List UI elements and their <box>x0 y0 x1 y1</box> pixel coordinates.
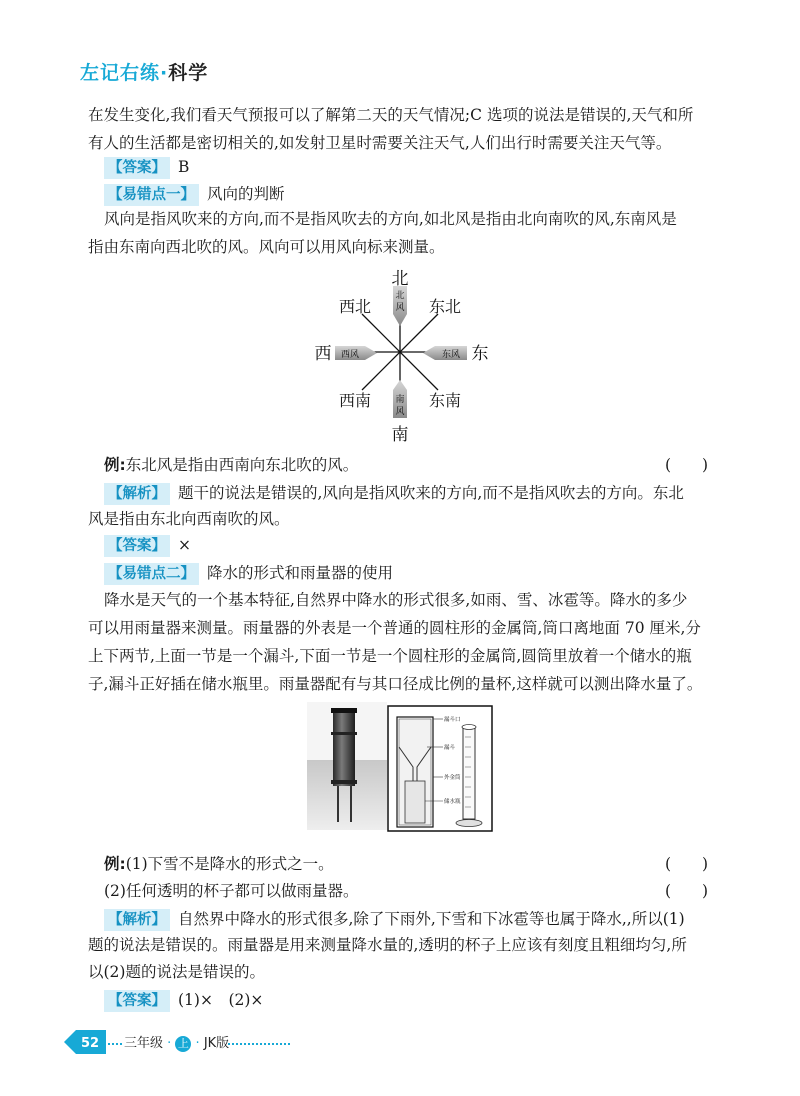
south-wind-arrow <box>393 380 407 418</box>
page-number-badge <box>64 1030 106 1054</box>
compass-south-label: 南 <box>391 425 409 445</box>
example-2-q1-text: (1)下雪不是降水的形式之一。 <box>125 855 334 873</box>
book-title-separator: · <box>160 62 169 84</box>
analysis-2-line-3: 以(2)题的说法是错误的。 <box>88 963 265 981</box>
gauge-label-bottle: 储水瓶 <box>444 799 461 805</box>
page-number: 52 <box>80 1036 100 1051</box>
error-point-2-title: 降水的形式和雨量器的使用 <box>207 564 394 582</box>
answer-3-tag: 【答案】 <box>104 990 170 1012</box>
point-2-text-1: 降水是天气的一个基本特征,自然界中降水的形式很多,如雨、雪、冰雹等。降水的多少 <box>104 591 688 609</box>
example-2-q1 <box>104 849 334 879</box>
compass-north-label: 北 <box>391 269 409 289</box>
rain-gauge-diagram <box>387 705 493 832</box>
analysis-1-text-1: 题干的说法是错误的,风向是指风吹来的方向,而不是指风吹去的方向。东北 <box>178 484 684 502</box>
compass-northeast-label: 东北 <box>428 297 462 316</box>
footer-grade-mid: 上 <box>175 1036 191 1052</box>
svg-text:南: 南 <box>395 395 405 405</box>
error-point-1-tag: 【易错点一】 <box>104 184 199 206</box>
book-title <box>80 58 208 85</box>
example-1-text: 东北风是指由西南向东北吹的风。 <box>125 456 359 474</box>
example-1-prefix: 例: <box>104 456 126 474</box>
answer-1 <box>104 152 189 182</box>
example-2-q2: (2)任何透明的杯子都可以做雨量器。 <box>104 882 359 900</box>
analysis-2-line-2: 题的说法是错误的。雨量器是用来测量降水量的,透明的杯子上应该有刻度且粗细均匀,所 <box>88 936 687 954</box>
point-2-text-4: 子,漏斗正好插在储水瓶里。雨量器配有与其口径成比例的量杯,这样就可以测出降水量了。 <box>88 675 703 693</box>
footer-grade: 三年级 · 上 · JK版 <box>124 1036 230 1051</box>
footer-divider-right <box>228 1043 290 1045</box>
north-wind-arrow <box>393 286 407 326</box>
example-1-paren: ( ) <box>665 456 709 474</box>
example-2-q1-paren: ( ) <box>665 855 709 873</box>
svg-text:风: 风 <box>395 407 405 417</box>
gauge-label-outer: 外金筒 <box>444 775 461 781</box>
compass-west-label: 西 <box>314 344 332 364</box>
compass-southwest-label: 西南 <box>338 391 372 410</box>
error-point-2-tag: 【易错点二】 <box>104 563 199 585</box>
svg-text:西风: 西风 <box>340 350 360 360</box>
answer-3-value: (1)× (2)× <box>178 991 264 1009</box>
analysis-1-line-2: 风是指由东北向西南吹的风。 <box>88 510 290 528</box>
footer-divider-left <box>96 1043 122 1045</box>
gauge-label-mouth: 漏斗口 <box>444 717 461 723</box>
intro-line-1: 在发生变化,我们看天气预报可以了解第二天的天气情况;C 选项的说法是错误的,天气和所 <box>88 106 694 124</box>
rain-gauge-photo <box>307 702 387 830</box>
compass-northwest-label: 西北 <box>338 297 372 316</box>
analysis-2-tag: 【解析】 <box>104 909 170 931</box>
error-point-2 <box>104 558 393 588</box>
north-wind-label-2: 风 <box>395 303 405 313</box>
error-point-1-title: 风向的判断 <box>207 185 285 203</box>
compass-southeast-label: 东南 <box>428 391 462 410</box>
svg-text:东风: 东风 <box>441 350 461 360</box>
wind-direction-diagram <box>305 262 505 447</box>
intro-line-2: 有人的生活都是密切相关的,如发射卫星时需要关注天气,人们出行时需要关注天气等。 <box>88 134 672 152</box>
point-2-text-2: 可以用雨量器来测量。雨量器的外表是一个普通的圆柱形的金属筒,筒口离地面 70 厘米,分 <box>88 619 701 637</box>
analysis-2-text-1: 自然界中降水的形式很多,除了下雨外,下雪和下冰雹等也属于降水,,所以(1) <box>178 910 685 928</box>
point-1-text-2: 指由东南向西北吹的风。风向可以用风向标来测量。 <box>88 238 445 256</box>
example-1 <box>104 450 358 480</box>
west-wind-arrow <box>335 346 377 360</box>
analysis-1-tag: 【解析】 <box>104 483 170 505</box>
book-title-subject: 科学 <box>168 62 209 84</box>
north-wind-label-1: 北 <box>395 291 405 301</box>
answer-3 <box>104 985 263 1015</box>
answer-2 <box>104 530 191 560</box>
book-title-main: 左记右练 <box>80 62 161 84</box>
footer-grade-pre: 三年级 <box>124 1036 164 1051</box>
answer-tag: 【答案】 <box>104 157 170 179</box>
point-2-text-3: 上下两节,上面一节是一个漏斗,下面一节是一个圆柱形的金属筒,圆筒里放着一个储水的瓶 <box>88 647 692 665</box>
answer-2-tag: 【答案】 <box>104 535 170 557</box>
answer-1-value: B <box>178 158 190 176</box>
east-wind-arrow <box>423 346 467 360</box>
footer-grade-post: JK版 <box>203 1036 230 1051</box>
answer-2-value: × <box>178 536 191 554</box>
gauge-label-funnel: 漏斗 <box>444 745 456 751</box>
example-2-q2-paren: ( ) <box>665 882 709 900</box>
compass-east-label: 东 <box>471 344 489 364</box>
point-1-text-1: 风向是指风吹来的方向,而不是指风吹去的方向,如北风是指由北向南吹的风,东南风是 <box>104 210 677 228</box>
example-2-prefix: 例: <box>104 855 126 873</box>
